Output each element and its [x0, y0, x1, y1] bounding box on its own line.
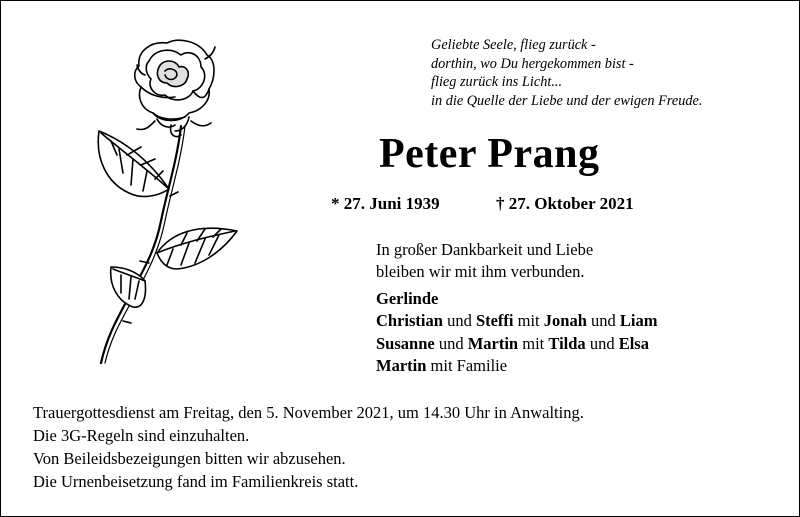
family-line — [376, 333, 657, 355]
poem-line: flieg zurück ins Licht... — [431, 74, 563, 91]
family-member-name: Elsa — [618, 333, 649, 353]
family-member-name: Martin — [376, 355, 427, 375]
family-member-name: Liam — [619, 311, 658, 331]
poem-line: in die Quelle der Liebe und der ewigen Freude. — [431, 92, 703, 109]
family-member-name: Gerlinde — [376, 289, 439, 308]
family-line — [376, 355, 657, 377]
poem-line: Geliebte Seele, flieg zurück - — [431, 37, 596, 53]
family-member-name: Christian — [376, 311, 443, 331]
birth-date: * 27. Juni 1939 — [331, 194, 440, 213]
thanks-line: bleiben wir mit ihm verbunden. — [376, 262, 585, 281]
connector-text: mit Familie — [426, 355, 508, 375]
deceased-name: Peter Prang — [379, 131, 600, 177]
connector-text: mit — [513, 311, 544, 331]
connector-text: und — [585, 333, 619, 353]
connector-text: mit — [518, 333, 549, 353]
family-member-name: Susanne — [376, 333, 435, 353]
poem — [431, 36, 702, 110]
rules-line: Die 3G-Regeln sind einzuhalten. — [33, 426, 250, 445]
family-member-name: Martin — [467, 333, 519, 353]
connector-text: und — [442, 311, 476, 331]
thanks-text — [376, 239, 593, 283]
service-line: Trauergottesdienst am Freitag, den 5. November 2021, um 14.30 Uhr in Anwalting. — [33, 403, 584, 422]
family-member-name: Steffi — [475, 311, 514, 331]
service-info — [33, 401, 584, 493]
family-member-name: Jonah — [543, 311, 587, 331]
thanks-line: In großer Dankbarkeit und Liebe — [376, 240, 594, 259]
condolence-line: Von Beileidsbezeigungen bitten wir abzusehen. — [33, 449, 346, 468]
burial-line: Die Urnenbeisetzung fand im Familienkreis statt. — [33, 472, 359, 491]
poem-line: dorthin, wo Du hergekommen bist - — [431, 55, 634, 72]
connector-text: und — [434, 333, 468, 353]
connector-text: und — [586, 311, 620, 331]
death-date: † 27. Oktober 2021 — [496, 194, 634, 213]
family-line — [376, 288, 657, 310]
family-member-name: Tilda — [548, 333, 586, 353]
rose-illustration — [89, 31, 249, 366]
family-line — [376, 310, 657, 332]
family-list — [376, 288, 657, 377]
